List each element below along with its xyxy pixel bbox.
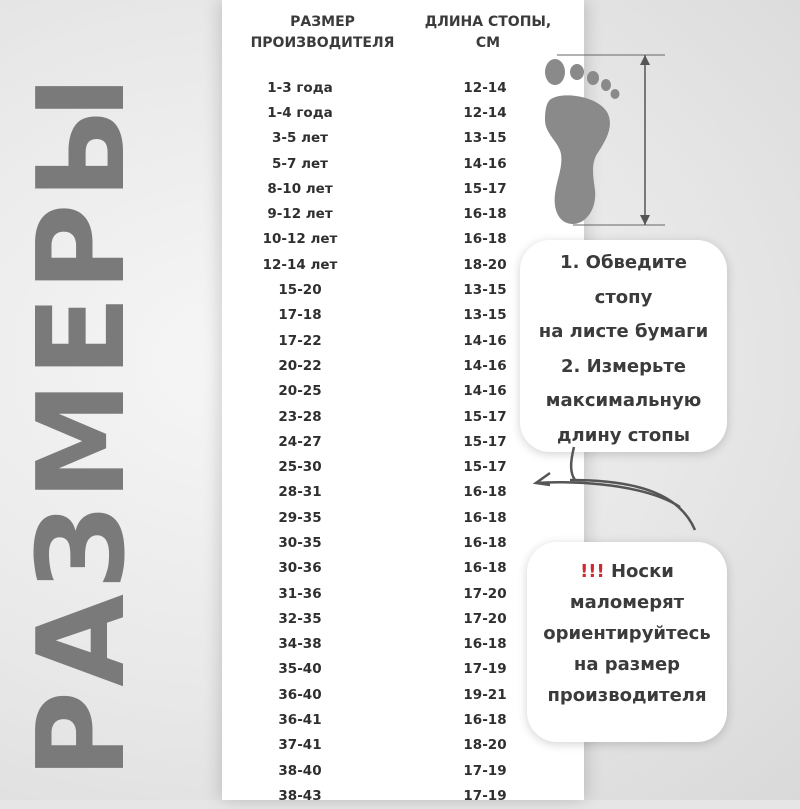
- warning-first-line: [527, 556, 727, 587]
- foot-outline-icon: [535, 50, 685, 230]
- instruction-line: длину стопы: [557, 424, 690, 446]
- size-cell: 32-35: [278, 610, 322, 627]
- instructions-bubble: [520, 240, 727, 452]
- length-cell: 12-14: [463, 79, 507, 96]
- table-row: [255, 480, 519, 505]
- length-cell: 14-16: [463, 357, 507, 374]
- size-cell: 8-10 лет: [267, 180, 333, 197]
- length-cell: 17-19: [463, 661, 507, 678]
- warning-line: Носки: [610, 561, 674, 582]
- length-cell: 17-20: [463, 585, 507, 602]
- size-cell: 10-12 лет: [262, 231, 338, 248]
- length-cell: 14-16: [463, 332, 507, 349]
- size-cell: 3-5 лет: [272, 130, 328, 147]
- length-cell: 13-15: [463, 282, 507, 299]
- size-cell: 17-22: [278, 332, 322, 349]
- table-row: [255, 201, 519, 226]
- table-row: [255, 505, 519, 530]
- column-header-size: [240, 12, 405, 54]
- table-row: [255, 176, 519, 201]
- size-cell: 37-41: [278, 737, 322, 754]
- table-row: [255, 404, 519, 429]
- length-cell: 15-17: [463, 433, 507, 450]
- size-cell: 31-36: [278, 585, 322, 602]
- warning-bubble: [527, 542, 727, 742]
- instruction-line: 1. Обведите: [560, 252, 687, 273]
- size-cell: 30-36: [278, 560, 322, 577]
- table-row: [255, 75, 519, 100]
- length-cell: 14-16: [463, 155, 507, 172]
- table-row: [255, 151, 519, 176]
- column-header-length-line1: ДЛИНА СТОПЫ,: [424, 14, 552, 30]
- size-cell: 36-40: [278, 686, 322, 703]
- warning-line: маломерят: [569, 592, 685, 613]
- table-row: [255, 454, 519, 479]
- table-row: [255, 707, 519, 732]
- size-cell: 15-20: [278, 282, 322, 299]
- length-cell: 16-18: [463, 509, 507, 526]
- length-cell: 17-19: [463, 762, 507, 779]
- size-cell: 38-43: [278, 787, 322, 804]
- size-cell: 38-40: [278, 762, 322, 779]
- table-row: [255, 379, 519, 404]
- size-cell: 17-18: [278, 307, 322, 324]
- length-cell: 16-18: [463, 560, 507, 577]
- table-row: [255, 353, 519, 378]
- length-cell: 18-20: [463, 256, 507, 273]
- page-title: РАЗМЕРЫ: [13, 71, 152, 779]
- table-row: [255, 227, 519, 252]
- size-cell: 23-28: [278, 408, 322, 425]
- size-cell: 1-4 года: [267, 104, 333, 121]
- table-row: [255, 126, 519, 151]
- size-cell: 29-35: [278, 509, 322, 526]
- instruction-line: максимальную: [545, 390, 702, 412]
- table-row: [255, 783, 519, 808]
- table-row: [255, 530, 519, 555]
- table-row: [255, 632, 519, 657]
- length-cell: 16-18: [463, 484, 507, 501]
- size-cell: 20-25: [278, 383, 322, 400]
- warning-line: производителя: [547, 685, 707, 706]
- length-cell: 17-20: [463, 610, 507, 627]
- size-cell: 20-22: [278, 357, 322, 374]
- column-header-length: [408, 12, 568, 54]
- table-row: [255, 100, 519, 125]
- size-table: [255, 75, 519, 809]
- table-row: [255, 581, 519, 606]
- table-row: [255, 606, 519, 631]
- length-cell: 13-15: [463, 130, 507, 147]
- length-cell: 16-18: [463, 231, 507, 248]
- length-cell: 15-17: [463, 408, 507, 425]
- size-cell: 28-31: [278, 484, 322, 501]
- warning-mark: !!!: [580, 561, 605, 582]
- column-header-size-line2: ПРОИЗВОДИТЕЛЯ: [250, 35, 395, 51]
- curved-arrow-icon: [530, 435, 720, 545]
- length-cell: 15-17: [463, 459, 507, 476]
- instruction-line: 2. Измерьте: [561, 355, 686, 377]
- length-cell: 16-18: [463, 206, 507, 223]
- size-cell: 36-41: [278, 712, 322, 729]
- size-cell: 35-40: [278, 661, 322, 678]
- length-cell: 13-15: [463, 307, 507, 324]
- table-row: [255, 328, 519, 353]
- length-cell: 16-18: [463, 712, 507, 729]
- length-cell: 16-18: [463, 534, 507, 551]
- size-cell: 30-35: [278, 534, 322, 551]
- table-row: [255, 657, 519, 682]
- table-row: [255, 277, 519, 302]
- table-row: [255, 429, 519, 454]
- size-cell: 5-7 лет: [272, 155, 328, 172]
- size-cell: 12-14 лет: [262, 256, 338, 273]
- instruction-line: стопу: [594, 286, 653, 308]
- length-cell: 19-21: [463, 686, 507, 703]
- warning-line: на размер: [573, 654, 681, 675]
- size-cell: 24-27: [278, 433, 322, 450]
- length-cell: 12-14: [463, 104, 507, 121]
- length-cell: 18-20: [463, 737, 507, 754]
- column-header-size-line1: РАЗМЕР: [290, 14, 355, 30]
- size-cell: 9-12 лет: [267, 206, 333, 223]
- table-row: [255, 758, 519, 783]
- table-row: [255, 303, 519, 328]
- table-row: [255, 682, 519, 707]
- table-row: [255, 556, 519, 581]
- length-cell: 17-19: [463, 787, 507, 804]
- table-row: [255, 252, 519, 277]
- length-cell: 16-18: [463, 636, 507, 653]
- size-cell: 25-30: [278, 459, 322, 476]
- size-cell: 34-38: [278, 636, 322, 653]
- column-header-length-line2: СМ: [475, 35, 501, 51]
- warning-line: ориентируйтесь: [543, 623, 711, 644]
- size-cell: 1-3 года: [267, 79, 333, 96]
- table-row: [255, 733, 519, 758]
- length-cell: 15-17: [463, 180, 507, 197]
- instruction-line: на листе бумаги: [538, 321, 709, 343]
- length-cell: 14-16: [463, 383, 507, 400]
